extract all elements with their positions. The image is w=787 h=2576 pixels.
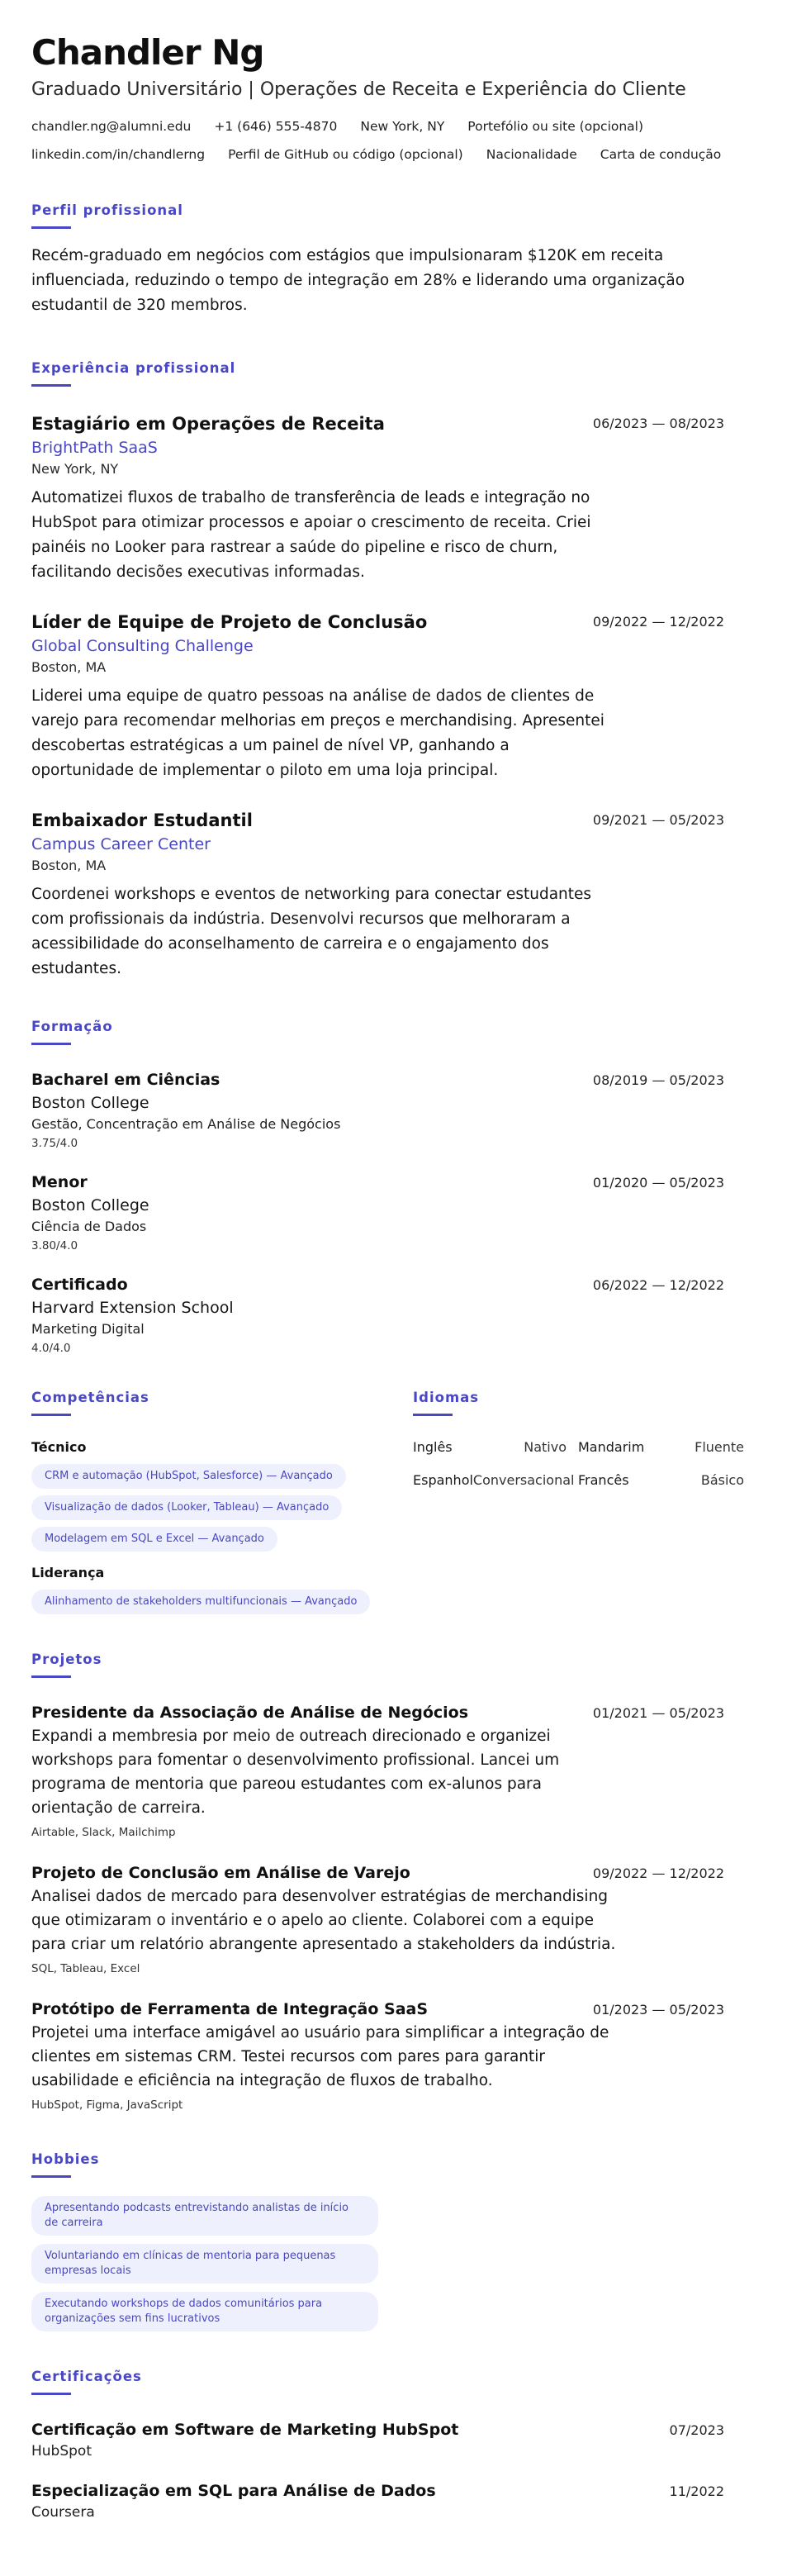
experience-item [31,808,756,981]
hobby-chip: Voluntariando em clínicas de mentoria para pequenas empresas locais [31,2244,378,2284]
certification-date: 11/2022 [669,2483,724,2499]
education-gpa: 3.80/4.0 [31,1239,78,1252]
experience-dates: 09/2021 — 05/2023 [592,812,724,828]
contact-phone[interactable]: +1 (646) 555-4870 [214,119,338,134]
certification-issuer: HubSpot [31,2443,92,2460]
hobby-chip: Apresentando podcasts entrevistando analistas de início de carreira [31,2196,378,2236]
experience-role: Embaixador Estudantil [31,810,253,830]
skill-chip: Alinhamento de stakeholders multifuncionais — Avançado [31,1590,370,1614]
summary-section-title: Perfil profissional [31,202,183,218]
experience-role: Estagiário em Operações de Receita [31,414,385,434]
project-item [31,1998,756,2114]
language-list [413,1438,756,1490]
skill-chip: CRM e automação (HubSpot, Salesforce) — Avançado [31,1464,346,1489]
education-dates: 01/2020 — 05/2023 [592,1175,724,1191]
summary-section [31,202,756,318]
language-name: Espanhol [413,1472,473,1488]
contact-nationality: Nacionalidade [486,147,577,162]
experience-dates: 09/2022 — 12/2022 [592,614,724,630]
section-divider [413,1414,453,1416]
section-divider [31,2393,71,2395]
experience-dates: 06/2023 — 08/2023 [592,416,724,431]
languages-section-title: Idiomas [413,1390,480,1405]
language-item [578,1438,756,1457]
education-degree: Menor [31,1173,88,1191]
project-tools: SQL, Tableau, Excel [31,1962,140,1975]
project-description: Analisei dados de mercado para desenvolver estratégias de merchandising que otimizaram o inventário e o apelo ao cliente. Colaborei com a equipe para criar um relatório abrangente apresentado a stakeholders da indústria. [31,1888,616,1953]
project-item [31,1861,756,1978]
section-divider [31,384,71,387]
experience-location: Boston, MA [31,858,107,873]
project-name: Projeto de Conclusão em Análise de Varejo [31,1864,410,1882]
contact-portfolio[interactable]: Portefólio ou site (opcional) [467,119,644,134]
skill-chip: Visualização de dados (Looker, Tableau) — Avançado [31,1495,342,1520]
language-level: Nativo [524,1439,567,1455]
contact-driving-license: Carta de condução [600,147,722,162]
skill-group-title: Liderança [31,1565,105,1580]
certification-name: Certificação em Software de Marketing HubSpot [31,2421,459,2439]
section-divider [31,1414,71,1416]
candidate-name: Chandler Ng [31,32,264,73]
education-dates: 06/2022 — 12/2022 [592,1277,724,1293]
education-degree: Certificado [31,1276,128,1294]
contact-location: New York, NY [360,119,445,134]
experience-description: Automatizei fluxos de trabalho de transferência de leads e integração no HubSpot para otimizar processos e apoiar o crescimento de receita. Criei painéis no Looker para rastrear a saúde do pipeline e risco de churn, facilitando decisões executivas informadas. [31,489,591,581]
certification-item [31,2418,756,2461]
education-school: Boston College [31,1196,149,1214]
experience-section-title: Experiência profissional [31,360,236,376]
section-divider [31,1043,71,1045]
summary-text: Recém-graduado em negócios com estágios que impulsionaram $120K em receita influenciada, reduzindo o tempo de integração em 28% e liderando uma organização estudantil de 320 membros. [31,247,685,314]
certification-issuer: Coursera [31,2504,95,2521]
language-name: Mandarim [578,1439,645,1455]
project-description: Expandi a membresia por meio de outreach direcionado e organizei workshops para fomentar o desenvolvimento profissional. Lancei um programa de mentoria que pareou estudantes com ex-alunos para orientação de carreira. [31,1728,560,1817]
projects-section [31,1651,756,2114]
languages-section [413,1389,756,1614]
contact-list [31,116,775,165]
experience-organization: Campus Career Center [31,835,211,853]
project-tools: HubSpot, Figma, JavaScript [31,2098,183,2112]
experience-organization: Global Consulting Challenge [31,637,254,655]
certifications-section [31,2368,756,2522]
language-item [413,1471,578,1490]
education-dates: 08/2019 — 05/2023 [592,1072,724,1088]
language-level: Básico [700,1472,744,1488]
experience-location: Boston, MA [31,659,107,675]
experience-item [31,610,756,783]
certification-item [31,2479,756,2522]
experience-item [31,411,756,585]
skill-chip: Modelagem em SQL e Excel — Avançado [31,1527,277,1552]
hobbies-section [31,2151,756,2331]
language-level: Conversacional [472,1472,575,1488]
project-tools: Airtable, Slack, Mailchimp [31,1826,176,1839]
experience-description: Coordenei workshops e eventos de networking para conectar estudantes com profissionais da indústria. Desenvolvi recursos que melhoraram a acessibilidade do aconselhamento de carreira e o engajamento dos estudantes. [31,886,592,977]
project-item [31,1701,756,1842]
education-gpa: 4.0/4.0 [31,1342,71,1355]
skill-chip-list [31,1464,403,1552]
language-level: Fluente [695,1439,744,1455]
hobby-chip: Executando workshops de dados comunitários para organizações sem fins lucrativos [31,2292,378,2331]
education-school: Boston College [31,1094,149,1112]
project-name: Presidente da Associação de Análise de Negócios [31,1704,469,1722]
project-dates: 01/2021 — 05/2023 [592,1705,724,1721]
experience-description: Liderei uma equipe de quatro pessoas na análise de dados de clientes de varejo para recomendar melhorias em preços e merchandising. Apresentei descobertas estratégicas a um painel de nível VP, ganhando a oportunidade de implementar o piloto em uma loja principal. [31,687,604,779]
project-dates: 09/2022 — 12/2022 [592,1865,724,1881]
hobby-chip-list [31,2196,756,2331]
skills-section-title: Competências [31,1390,149,1405]
contact-linkedin[interactable]: linkedin.com/in/chandlerng [31,147,206,162]
skill-chip-list [31,1590,403,1614]
education-item [31,1068,756,1153]
section-divider [31,2175,71,2178]
hobbies-section-title: Hobbies [31,2151,100,2167]
language-item [413,1438,578,1457]
experience-section [31,359,756,981]
certification-name: Especialização em SQL para Análise de Dados [31,2482,436,2500]
education-item [31,1273,756,1357]
education-gpa: 3.75/4.0 [31,1137,78,1150]
education-section-title: Formação [31,1019,113,1034]
certifications-section-title: Certificações [31,2369,142,2384]
section-divider [31,1675,71,1678]
section-divider [31,226,71,229]
language-name: Francês [578,1472,629,1488]
education-degree: Bacharel em Ciências [31,1071,220,1089]
project-description: Projetei uma interface amigável ao usuário para simplificar a integração de clientes em sistemas CRM. Testei recursos com pares para garantir usabilidade e eficiência na integração de fluxos de trabalho. [31,2024,609,2089]
education-field: Ciência de Dados [31,1219,147,1234]
education-section [31,1018,756,1357]
project-name: Protótipo de Ferramenta de Integração SaaS [31,2000,429,2018]
experience-role: Líder de Equipe de Projeto de Conclusão [31,612,428,632]
experience-location: New York, NY [31,461,119,477]
experience-organization: BrightPath SaaS [31,439,158,457]
education-school: Harvard Extension School [31,1299,234,1317]
skills-section [31,1389,403,1614]
resume-header [31,31,756,165]
education-field: Marketing Digital [31,1321,145,1337]
education-field: Gestão, Concentração em Análise de Negócios [31,1116,341,1132]
language-name: Inglês [413,1439,453,1455]
education-item [31,1171,756,1255]
project-dates: 01/2023 — 05/2023 [592,2002,724,2018]
skill-group-title: Técnico [31,1439,87,1455]
contact-github[interactable]: Perfil de GitHub ou código (opcional) [228,147,463,162]
language-item [578,1471,756,1490]
candidate-headline: Graduado Universitário | Operações de Receita e Experiência do Cliente [31,79,686,100]
contact-email[interactable]: chandler.ng@alumni.edu [31,119,192,134]
skills-languages-row [31,1389,756,1614]
projects-section-title: Projetos [31,1652,102,1667]
certification-date: 07/2023 [669,2422,724,2438]
